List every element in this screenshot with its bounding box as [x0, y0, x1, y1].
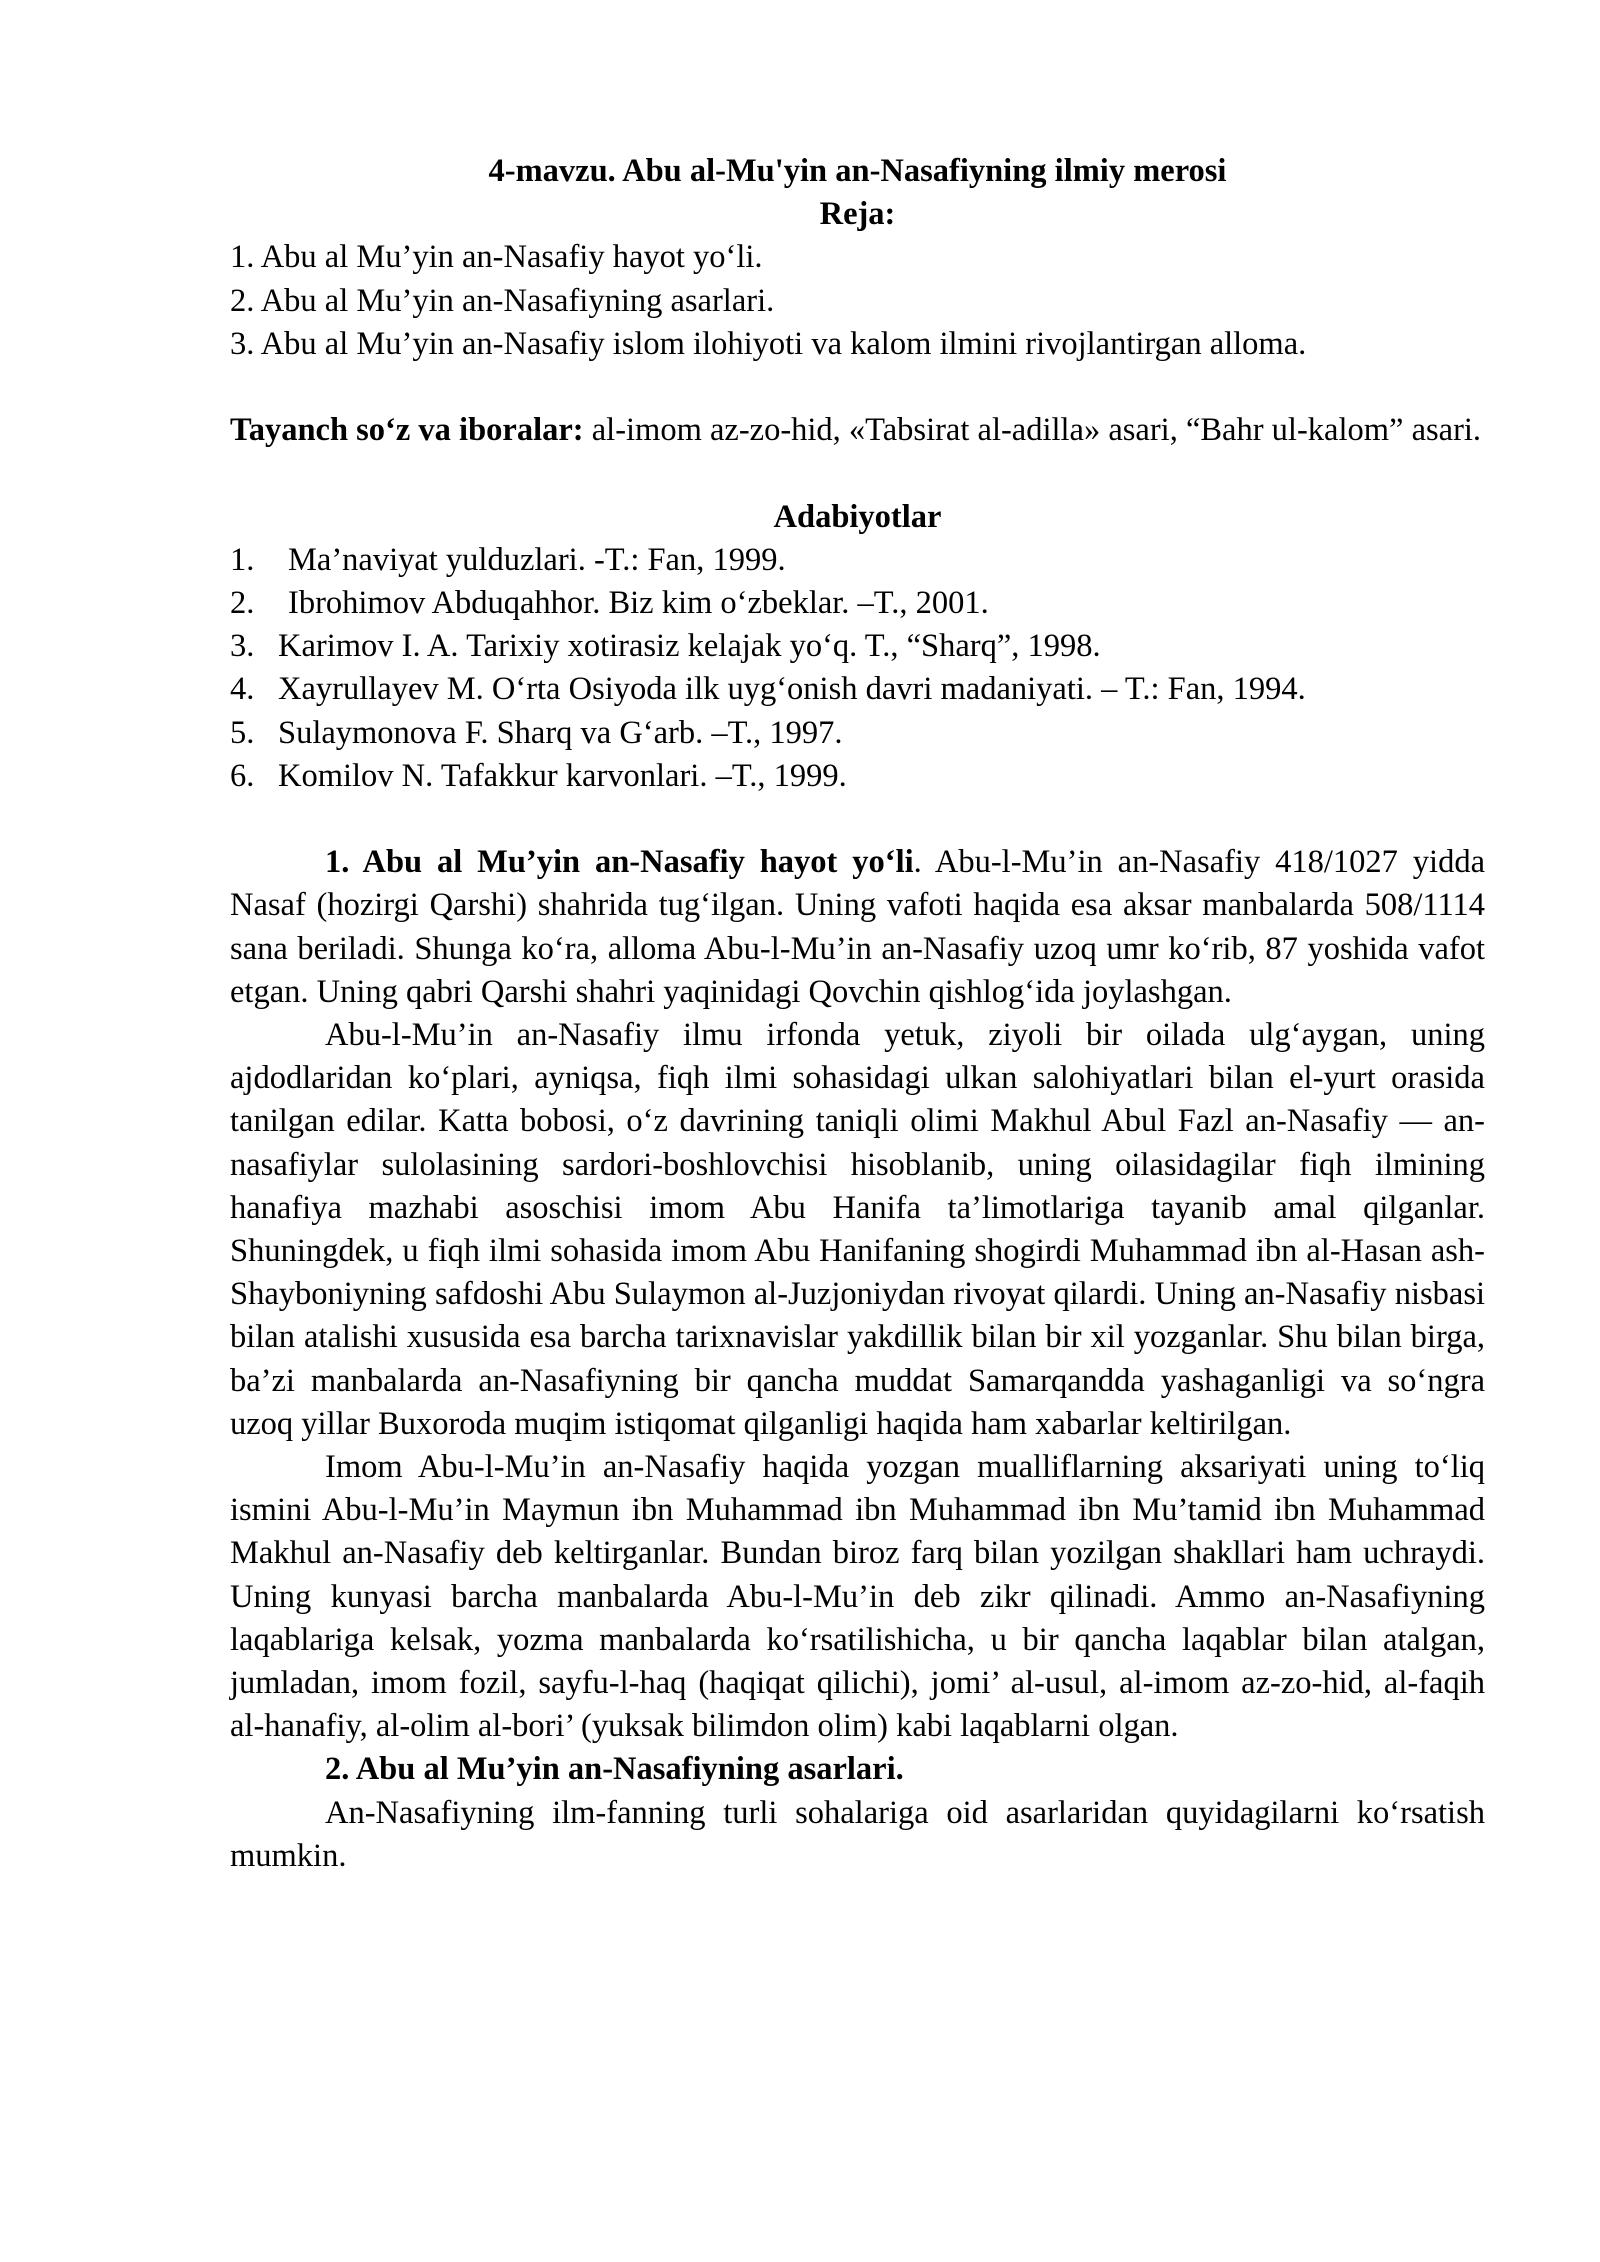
blank-line: [230, 452, 1485, 495]
literature-heading: Adabiyotlar: [773, 498, 942, 535]
literature-number: 3.: [230, 628, 255, 665]
body-paragraph: Imom Abu-l-Mu’in an-Nasafiy haqida yozgan mualliflarning aksariyati uning to‘liq ismini Abu-l-Mu’in Maymun ibn Muhammad ibn Muhammad ibn Mu’tamid ibn Muhammad Makhul an-Nasafiy deb keltirganlar. Bundan biroz farq bilan yozilgan shakllari ham uchraydi. Uning kunyasi barcha manbalarda Abu-l-Mu’in deb zikr qilinadi. Ammo an-Nasafiyning laqablariga kelsak, yozma manbalarda ko‘rsatilishicha, u bir qancha laqablar bilan atalgan, jumladan, imom fozil, sayfu-l-haq (haqiqat qilichi), jomi’ al-usul, al-imom az-zo-hid, al-faqih al-hanafiy, al-olim al-bori’ (yuksak bilimdon olim) kabi laqablarni olgan.: [230, 1449, 1485, 1745]
document-body: [230, 150, 1485, 1878]
literature-number: 5.: [230, 714, 255, 751]
literature-item: [230, 539, 1485, 582]
literature-item: [230, 582, 1485, 625]
section-1-lead-paragraph: [230, 841, 1485, 1014]
body-paragraph: An-Nasafiyning ilm-fanning turli sohalariga oid asarlaridan quyidagilarni ko‘rsatish mumkin.: [230, 1794, 1485, 1874]
plan-heading: Reja:: [819, 196, 896, 233]
literature-text: Ibrohimov Abduqahhor. Biz kim o‘zbeklar. –T., 2001.: [288, 585, 989, 621]
section-1-lead-text: . Abu-l-Mu’in an-Nasafiy 418/1027 yidda Nasaf (hozirgi Qarshi) shahrida tug‘ilgan. Uning vafoti haqida esa aksar manbalarda 508/1114 sana beriladi. Shunga ko‘ra, alloma Abu-l-Mu’in an-Nasafiy uzoq umr ko‘rib, 87 yoshida vafot etgan. Uning qabri Qarshi shahri yaqinidagi Qovchin qishlog‘ida joylashgan.: [230, 844, 1485, 1010]
plan-item: 1. Abu al Mu’yin an-Nasafiy hayot yo‘li.: [230, 239, 763, 276]
literature-number: 4.: [230, 671, 255, 708]
literature-item: [230, 668, 1485, 711]
page-title: 4-mavzu. Abu al-Mu'yin an-Nasafiyning ilmiy merosi: [488, 153, 1227, 189]
literature-text: Komilov N. Tafakkur karvonlari. –T., 1999.: [278, 757, 847, 794]
literature-item: [230, 625, 1485, 668]
literature-text: Karimov I. A. Tarixiy xotirasiz kelajak yo‘q. T., “Sharq”, 1998.: [278, 628, 1101, 665]
literature-number: 6.: [230, 757, 255, 794]
blank-line: [230, 366, 1485, 409]
literature-item: [230, 755, 1485, 798]
literature-number: 1.: [230, 541, 255, 578]
plan-item: 3. Abu al Mu’yin an-Nasafiy islom ilohiyoti va kalom ilmini rivojlantirgan alloma.: [230, 325, 1307, 362]
section-2-title: 2. Abu al Mu’yin an-Nasafiyning asarlari.: [325, 1751, 904, 1788]
literature-text: Sulaymonova F. Sharq va G‘arb. –T., 1997.: [278, 714, 843, 751]
literature-item: [230, 712, 1485, 755]
section-1-title: 1. Abu al Mu’yin an-Nasafiy hayot yo‘li: [325, 844, 914, 881]
body-paragraph: Abu-l-Mu’in an-Nasafiy ilmu irfonda yetuk, ziyoli bir oilada ulg‘aygan, uning ajdodlaridan ko‘plari, ayniqsa, fiqh ilmi sohasidagi ulkan salohiyatlari bilan el-yurt orasida tanilgan edilar. Katta bobosi, o‘z davrining taniqli olimi Makhul Abul Fazl an-Nasafiy — an-nasafiylar sulolasining sardori-boshlovchisi hisoblanib, uning oilasidagilar fiqh ilmining hanafiya mazhabi asoschisi imom Abu Hanifa ta’limotlariga tayanib amal qilganlar. Shuningdek, u fiqh ilmi sohasida imom Abu Hanifaning shogirdi Muhammad ibn al-Hasan ash-Shayboniyning safdoshi Abu Sulaymon al-Juzjoniydan rivoyat qilardi. Uning an-Nasafiy nisbasi bilan atalishi xususida esa barcha tarixnavislar yakdillik bilan bir xil yozganlar. Shu bilan birga, ba’zi manbalarda an-Nasafiyning bir qancha muddat Samarqandda yashaganligi va so‘ngra uzoq yillar Buxoroda muqim istiqomat qilganligi haqida ham xabarlar keltirilgan.: [230, 1017, 1485, 1442]
plan-item: 2. Abu al Mu’yin an-Nasafiyning asarlari.: [230, 282, 775, 319]
keywords-paragraph: [230, 409, 1485, 452]
keywords-label: Tayanch so‘z va iboralar:: [230, 412, 584, 449]
literature-number: 2.: [230, 585, 255, 621]
literature-text: Xayrullayev M. O‘rta Osiyoda ilk uyg‘onish davri madaniyati. – T.: Fan, 1994.: [278, 671, 1306, 708]
literature-text: Ma’naviyat yulduzlari. -T.: Fan, 1999.: [288, 541, 786, 578]
keywords-text: al-imom az-zo-hid, «Tabsirat al-adilla» asari, “Bahr ul-kalom” asari.: [583, 412, 1482, 449]
blank-line: [230, 798, 1485, 841]
